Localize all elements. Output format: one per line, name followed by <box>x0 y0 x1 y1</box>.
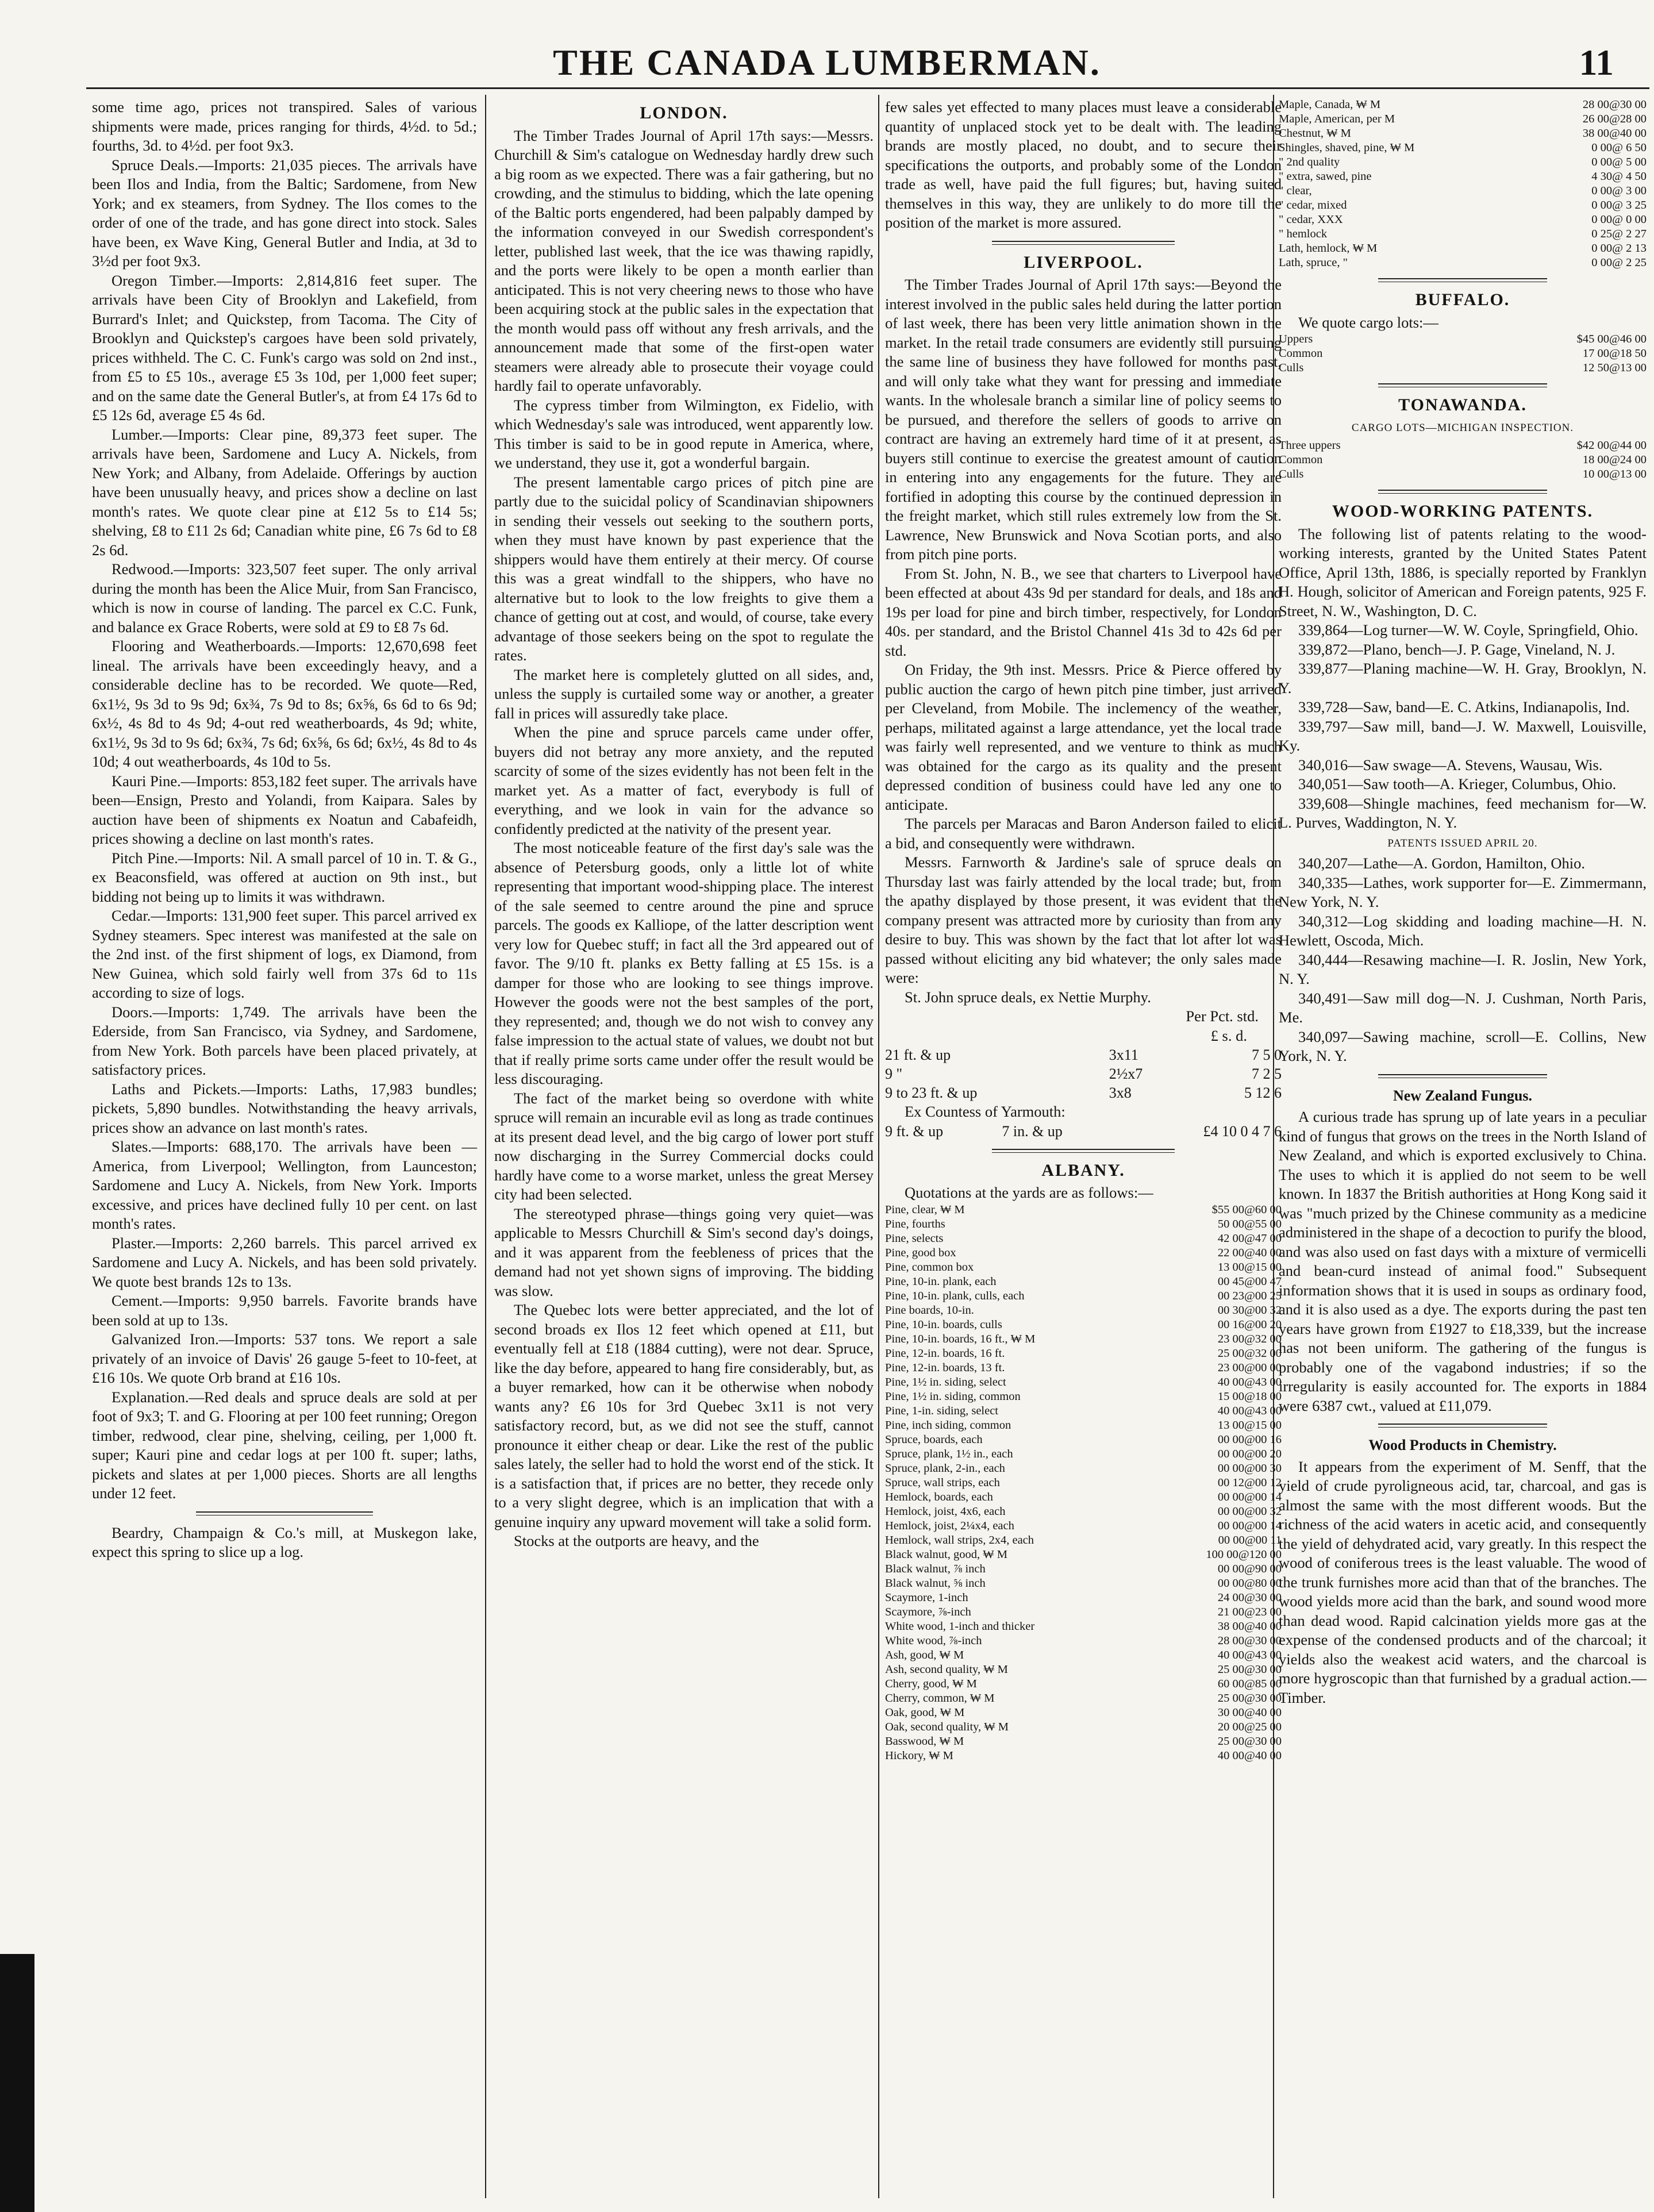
price-item: Basswood, ₩ M <box>885 1734 964 1748</box>
paragraph: Explanation.—Red deals and spruce deals are sold at per foot of 9x3; T. and G. Flooring at per 100 feet running; Oregon timber, redwood, clear pine, shelving, ceiling, per 1,000 ft. super; Kauri pine and cedar logs at per 100 ft. super; laths, pickets and slates at per 1,000 pieces. Shorts are all lengths under 12 feet. <box>92 1388 477 1502</box>
price-item: Pine, 1-in. siding, select <box>885 1404 999 1417</box>
price-value: 00 00@80 00 <box>1217 1576 1282 1590</box>
price-row <box>1279 361 1647 375</box>
price-row <box>885 1677 1282 1691</box>
paragraph: Slates.—Imports: 688,170. The arrivals have been — America, from Liverpool; Wellington, from Launceston; Sardomene and Lucy A. Nickels, from New York. Imports excessive, and prices have declined fully 10 per cent. on last month's rates. <box>92 1138 477 1232</box>
price-item: Black walnut, good, ₩ M <box>885 1548 1007 1561</box>
patent-entry: 340,051—Saw tooth—A. Krieger, Columbus, Ohio. <box>1298 775 1617 793</box>
price-value: 0 00@ 5 00 <box>1591 156 1647 168</box>
price-item: Black walnut, ⅝ inch <box>885 1576 986 1590</box>
price-row <box>885 1519 1282 1533</box>
price-item: Scaymore, 1-inch <box>885 1591 968 1604</box>
price-row <box>1279 155 1647 170</box>
price-value: 40 00@43 00 <box>1217 1375 1282 1388</box>
patents-issued-subheading: PATENTS ISSUED APRIL 20. <box>1387 837 1538 849</box>
price-item: " extra, sawed, pine <box>1279 170 1372 183</box>
price-value: 25 00@30 00 <box>1217 1691 1282 1705</box>
patent-entry: 340,312—Log skidding and loading machine—H. N. Hewlett, Oscoda, Mich. <box>1279 912 1647 949</box>
price-item: Common <box>1279 347 1323 360</box>
paragraph: Lumber.—Imports: Clear pine, 89,373 feet super. The arrivals have been, Sardomene and Lucy A. Nickels, from New York; and Albany, from Adelaide. Offerings by auction have been unusually heavy, and prices show a decline on last month's rates. We quote clear pine at £12 5s to £14 5s; shelving, £8 to £11 2s 6d; Canadian white pine, £6 7s 6d to £8 2s 6d. <box>92 425 477 559</box>
price-row <box>885 1203 1282 1217</box>
paragraph: some time ago, prices not transpired. Sales of various shipments were made, prices ranging for thirds, 4½d. to 5d.; fourths, 3d. to 4½d. per foot 9x3. <box>92 98 477 154</box>
price-row <box>885 1490 1282 1505</box>
price-row <box>1279 170 1647 184</box>
paragraph: The stereotyped phrase—things going very quiet—was applicable to Messrs Churchill & Sim's second day's doings, and it was apparent from the feebleness of prices that the demand had not yet shown signs of improving. The bidding was slow. <box>494 1205 874 1299</box>
price-row <box>885 1246 1282 1260</box>
price-row <box>885 1663 1282 1677</box>
table-row <box>885 1122 1282 1141</box>
price-value: 25 00@32 00 <box>1217 1347 1282 1360</box>
price-item: Pine, clear, ₩ M <box>885 1203 965 1216</box>
price-row <box>1279 198 1647 213</box>
column-rule-2 <box>878 95 879 2198</box>
column-3 <box>885 98 1282 1763</box>
section-divider <box>196 1511 373 1515</box>
paragraph: Cedar.—Imports: 131,900 feet super. This parcel arrived ex Sydney steamers. Spec interest was manifested at the sale on the 2nd inst. of the first shipment of logs, ex Diamond, from New Guinea, which sold fairly well from 37s 6d to 11s according to size of logs. <box>92 907 477 1001</box>
paragraph: Spruce Deals.—Imports: 21,035 pieces. The arrivals have been Ilos and India, from the Baltic; Sardomene, from New York; and ex steamers, from Sydney. The Ilos comes to the order of one of the trade, and has gone direct into stock. Sales have been, ex Wave King, General Butler and India, at 3d to 3½d per foot 9x3. <box>92 156 477 270</box>
price-value: 00 00@00 20 <box>1217 1447 1282 1460</box>
column-rule-1 <box>485 95 486 2198</box>
price-row <box>885 1634 1282 1648</box>
price-value: $55 00@60 00 <box>1211 1203 1282 1216</box>
patents-heading: WOOD-WORKING PATENTS. <box>1332 502 1594 521</box>
tonawanda-subheading: CARGO LOTS—MICHIGAN INSPECTION. <box>1351 421 1574 434</box>
price-value: 100 00@120 00 <box>1206 1548 1282 1561</box>
patent-entry: 339,872—Plano, bench—J. P. Gage, Vineland, N. J. <box>1298 640 1615 658</box>
price-row <box>885 1390 1282 1404</box>
patent-entry: 339,797—Saw mill, band—J. W. Maxwell, Louisville, Ky. <box>1279 717 1647 754</box>
price-row <box>1279 184 1647 198</box>
price-row <box>885 1433 1282 1447</box>
price-item: Pine, inch siding, common <box>885 1418 1011 1432</box>
buffalo-heading: BUFFALO. <box>1415 290 1510 309</box>
price-item: Pine, 12-in. boards, 13 ft. <box>885 1361 1005 1374</box>
price-value: 23 00@32 00 <box>1217 1332 1282 1345</box>
price-item: Maple, Canada, ₩ M <box>1279 98 1381 111</box>
section-divider <box>1378 383 1547 387</box>
price-item: Ash, good, ₩ M <box>885 1648 964 1661</box>
patent-list <box>1279 621 1647 833</box>
price-row <box>1279 241 1647 256</box>
price-item: " clear, <box>1279 184 1312 197</box>
paragraph: Kauri Pine.—Imports: 853,182 feet super. The arrivals have been—Ensign, Presto and Yolandi, from Kaipara. Sales by auction have been of shipments ex Noatun and Cabafeidh, prices showing a decline on last month's rates. <box>92 772 477 847</box>
price-row <box>1279 126 1647 141</box>
price-item: White wood, 1-inch and thicker <box>885 1619 1035 1633</box>
price-row <box>1279 112 1647 126</box>
price-value: 50 00@55 00 <box>1217 1217 1282 1230</box>
paragraph: On Friday, the 9th inst. Messrs. Price & Pierce offered by public auction the cargo of hewn pitch pine timber, just arrived per Cleveland, from Mobile. The inclemency of the weather, perhaps, militated against a large attendance, yet the local trade was fairly well represented, and we venture to think as much was obtained for the cargo as its quality and the present depressed condition of business could have led any one to anticipate. <box>885 661 1282 813</box>
header-rule <box>86 87 1649 89</box>
price-value: 25 00@30 00 <box>1217 1663 1282 1676</box>
column-2 <box>494 98 874 1551</box>
price-row <box>1279 227 1647 241</box>
paragraph: few sales yet effected to many places must leave a considerable quantity of unplaced stock yet to be dealt with. The leading brands are mostly placed, no doubt, and to secure their specifications the outports, and probably some of the London trade as well, have paid the full figures; but, having suited themselves in this way, they are unlikely to do more till the position of the market is more assured. <box>885 98 1282 231</box>
patent-entry: 339,877—Planing machine—W. H. Gray, Brooklyn, N. Y. <box>1279 660 1647 697</box>
fungus-heading: New Zealand Fungus. <box>1393 1087 1532 1104</box>
table-cell: 7 2 5 <box>1252 1065 1282 1082</box>
price-item: Pine, 10-in. boards, culls <box>885 1318 1002 1331</box>
patent-entry: 340,444—Resawing machine—I. R. Joslin, New York, N. Y. <box>1279 951 1647 987</box>
price-value: 00 00@00 14 <box>1217 1490 1282 1503</box>
price-value: 00 30@00 32 <box>1217 1303 1282 1317</box>
section-divider <box>1378 490 1547 494</box>
page-header <box>0 0 1654 83</box>
price-row <box>885 1361 1282 1375</box>
price-row <box>885 1347 1282 1361</box>
table-row <box>885 1064 1282 1083</box>
patent-entry: 340,097—Sawing machine, scroll—E. Collins, New York, N. Y. <box>1279 1028 1647 1064</box>
paragraph: The Timber Trades Journal of April 17th says:—Messrs. Churchill & Sim's catalogue on Wednesday hardly drew such a big room as we expected. There was a fair gathering, but no crowding, and the stimulus to bidding, which the late opening of the Baltic ports engendered, had been palpably damped by the information conveyed in our Swedish correspondent's letter, published last week, that the ice was thawing rapidly, and the ports were likely to be open a month earlier than anticipated. This is not very cheering news to those who have been acquiring stock at the public sales in the expectation that the month would pass off without any fresh arrivals, and the announcement made that some of the first-open water steamers were already able to prosecute their voyage could hardly fail to operate unfavorably. <box>494 126 874 394</box>
price-row <box>885 1332 1282 1347</box>
price-item: Pine, common box <box>885 1260 974 1274</box>
price-value: 60 00@85 00 <box>1217 1677 1282 1690</box>
price-value: 00 23@00 25 <box>1217 1289 1282 1302</box>
price-value: 20 00@25 00 <box>1217 1720 1282 1733</box>
patent-entry: 339,864—Log turner—W. W. Coyle, Springfield, Ohio. <box>1298 621 1638 638</box>
paragraph: Plaster.—Imports: 2,260 barrels. This parcel arrived ex Sardomene and Lucy A. Nickels, and has been sold privately. We quote best brands 12s to 13s. <box>92 1234 477 1290</box>
price-item: Spruce, plank, 1½ in., each <box>885 1447 1013 1460</box>
price-item: Scaymore, ⅞-inch <box>885 1605 971 1618</box>
paragraph: Redwood.—Imports: 323,507 feet super. The only arrival during the month has been the Alice Muir, from San Francisco, which is now in course of landing. The parcel ex C.C. Funk, and balance ex Grace Roberts, were sold at £9 to £8 7s 6d. <box>92 560 477 636</box>
tonawanda-heading: TONAWANDA. <box>1398 395 1527 414</box>
price-value: 00 12@00 12 <box>1217 1476 1282 1489</box>
table-cell: 7 5 0 <box>1252 1047 1282 1063</box>
price-value: 30 00@40 00 <box>1217 1706 1282 1719</box>
paragraph: Pitch Pine.—Imports: Nil. A small parcel of 10 in. T. & G., ex Beaconsfield, was offered at auction on 9th inst., but bidding not being up to limits it was withdrawn. <box>92 849 477 905</box>
sale-table <box>885 1045 1282 1102</box>
price-row <box>885 1591 1282 1605</box>
liverpool-heading: LIVERPOOL. <box>1024 252 1143 272</box>
paragraph: Laths and Pickets.—Imports: Laths, 17,983 bundles; pickets, 5,890 bundles. Notwithstanding the heavy arrivals, prices show an advance on last month's rates. <box>92 1080 477 1136</box>
paragraph: The present lamentable cargo prices of pitch pine are partly due to the suicidal policy of Scandinavian shipowners in sending their vessels out seeking to the southern ports, when they must have known by past experience that the shippers would have them entirely at their mercy. Of course this was a great windfall to the shippers, who have no alternative but to look to the low freights to give them a chance of getting out at cost, and would, of course, take every advantage of those seekers being on the spot to regulate the rates. <box>494 473 874 664</box>
price-row <box>1279 256 1647 270</box>
price-value: 21 00@23 00 <box>1217 1605 1282 1618</box>
price-row <box>885 1461 1282 1476</box>
scan-edge-shadow <box>0 1954 34 2212</box>
price-value: 00 16@00 20 <box>1217 1318 1282 1331</box>
price-item: White wood, ⅞-inch <box>885 1634 982 1647</box>
column-4 <box>1279 98 1647 1707</box>
price-row <box>1279 141 1647 155</box>
patents-intro: The following list of patents relating to the wood-working interests, granted by the United States Patent Office, April 13th, 1886, is specially reported by Franklyn H. Hough, solicitor of American and Foreign patents, 925 F. Street, N. W., Washington, D. C. <box>1279 525 1647 620</box>
price-row <box>885 1691 1282 1706</box>
paragraph: The parcels per Maracas and Baron Anderson failed to elicit a bid, and consequently were withdrawn. <box>885 815 1282 852</box>
price-item: Shingles, shaved, pine, ₩ M <box>1279 141 1415 154</box>
buffalo-price-table <box>1279 332 1647 375</box>
price-value: 42 00@47 00 <box>1217 1232 1282 1245</box>
paragraph: When the pine and spruce parcels came under offer, buyers did not betray any more anxiety, and the reputed scarcity of some of the sizes evidently has not been felt in the market yet. As a matter of fact, everybody is full of everything, and we look in vain for the advance so confidently predicted at the nativity of the present year. <box>494 724 874 837</box>
price-item: " cedar, XXX <box>1279 213 1343 226</box>
price-row <box>885 1318 1282 1332</box>
price-value: 0 00@ 2 13 <box>1591 242 1647 255</box>
paragraph: Galvanized Iron.—Imports: 537 tons. We report a sale privately of an invoice of Davis' 26 gauge 5-feet to 10-feet, at £16 10s. We quote Orb brand at £16 10s. <box>92 1330 477 1386</box>
price-item: Lath, spruce, " <box>1279 256 1348 269</box>
table-cell: 9 " <box>885 1065 903 1082</box>
table-cell: 5 12 6 <box>1244 1084 1282 1101</box>
price-value: 28 00@30 00 <box>1582 98 1647 111</box>
price-item: Ash, second quality, ₩ M <box>885 1663 1008 1676</box>
price-value: 13 00@15 00 <box>1217 1418 1282 1432</box>
price-value: 40 00@43 00 <box>1217 1404 1282 1417</box>
price-value: 0 00@ 3 00 <box>1591 184 1647 197</box>
price-row <box>885 1576 1282 1591</box>
price-row <box>885 1303 1282 1318</box>
sale-header: Per Pct. std. <box>1186 1007 1259 1025</box>
price-item: Culls <box>1279 361 1304 374</box>
price-value: 00 00@00 16 <box>1217 1433 1282 1446</box>
price-item: Spruce, plank, 2-in., each <box>885 1461 1005 1475</box>
price-row <box>885 1232 1282 1246</box>
price-item: Hemlock, boards, each <box>885 1490 993 1503</box>
paragraph: Beardry, Champaign & Co.'s mill, at Muskegon lake, expect this spring to slice up a log. <box>92 1524 477 1560</box>
paragraph: Stocks at the outports are heavy, and the <box>514 1532 759 1549</box>
price-item: Cherry, common, ₩ M <box>885 1691 995 1705</box>
price-row <box>885 1375 1282 1390</box>
section-divider <box>992 1149 1174 1153</box>
price-value: 12 50@13 00 <box>1582 361 1647 374</box>
table-cell: 3x8 <box>1109 1084 1132 1101</box>
table-cell: 3x11 <box>1109 1047 1138 1063</box>
paragraph: Oregon Timber.—Imports: 2,814,816 feet super. The arrivals have been City of Brooklyn and Lakefield, from Burrard's Inlet; and Quickstep, from Tacoma. The City of Brooklyn and Quickstep's cargoes have been sold privately, prices withheld. The C. C. Funk's cargo was sold on 2nd inst., from £5 to £5 10s., average £5 3s 10d, per 1,000 feet super; and on the same date the General Butler's, at from £4 17s 6d to £5 12s 6d, average £5 4s 6d. <box>92 271 477 424</box>
price-row <box>885 1447 1282 1461</box>
price-item: Spruce, wall strips, each <box>885 1476 1000 1489</box>
price-value: 00 00@00 11 <box>1218 1533 1282 1547</box>
price-value: 00 00@00 30 <box>1217 1461 1282 1475</box>
paragraph: Cement.—Imports: 9,950 barrels. Favorite brands have been sold at up to 13s. <box>92 1292 477 1329</box>
price-value: 00 00@00 32 <box>1217 1505 1282 1518</box>
price-row <box>885 1289 1282 1303</box>
london-heading: LONDON. <box>640 103 728 122</box>
price-row <box>1279 332 1647 347</box>
price-item: Pine, selects <box>885 1232 944 1245</box>
chemistry-heading: Wood Products in Chemistry. <box>1368 1437 1557 1453</box>
price-row <box>885 1648 1282 1663</box>
paragraph: The market here is completely glutted on all sides, and, unless the supply is curtailed some way or another, a greater fall in prices will assuredly take place. <box>494 665 874 722</box>
price-item: Lath, hemlock, ₩ M <box>1279 242 1378 255</box>
section-divider <box>992 241 1174 245</box>
price-value: 0 00@ 2 25 <box>1591 256 1647 269</box>
price-value: $45 00@46 00 <box>1576 333 1647 345</box>
price-item: Black walnut, ⅞ inch <box>885 1562 986 1575</box>
albany-price-table <box>885 1203 1282 1763</box>
paragraph: From St. John, N. B., we see that charters to Liverpool have been effected at about 43s 9d per standard for deals, and 18s and 19s per load for pine and birch timber, respectively, for London 40s. per standard, and the Bristol Channel 41s 3d to 42s 6d per std. <box>885 564 1282 659</box>
sale-units: £ s. d. <box>1210 1026 1247 1044</box>
price-item: Pine, 10-in. boards, 16 ft., ₩ M <box>885 1332 1036 1345</box>
price-value: 24 00@30 00 <box>1217 1591 1282 1604</box>
price-row <box>1279 438 1647 453</box>
price-value: 40 00@40 00 <box>1217 1749 1282 1762</box>
paragraph: The fact of the market being so overdone with white spruce will remain an incurable evil as long as trade continues at its present dead level, and the big cargo of lower port stuff now discharging in the Surrey Commercial docks could hardly have come to a worse market, unless the great Mersey city had been selected. <box>494 1089 874 1203</box>
price-value: $42 00@44 00 <box>1576 439 1647 452</box>
albany-heading: ALBANY. <box>1041 1160 1125 1180</box>
albany-price-table-continued <box>1279 98 1647 270</box>
price-value: 0 00@ 6 50 <box>1591 141 1647 154</box>
price-value: 00 00@00 14 <box>1217 1519 1282 1532</box>
price-row <box>885 1418 1282 1433</box>
page-number: 11 <box>1579 42 1614 83</box>
section-divider <box>1378 278 1547 282</box>
price-item: Three uppers <box>1279 439 1341 452</box>
section-divider <box>1378 1424 1547 1428</box>
price-row <box>885 1260 1282 1275</box>
price-item: Hemlock, joist, 4x6, each <box>885 1505 1006 1518</box>
price-row <box>885 1734 1282 1749</box>
paragraph: Messrs. Farnworth & Jardine's sale of spruce deals on Thursday last was fairly attended by the local trade; but, from the apathy displayed by those present, it was evident that the company present was attracted more by curiosity than from any desire to buy. This was shown by the fact that lot after lot was passed without eliciting any bid whatever; the only sales made were: <box>885 853 1282 986</box>
patent-list-2 <box>1279 854 1647 1066</box>
paragraph: Doors.—Imports: 1,749. The arrivals have been the Ederside, from San Francisco, via Sydney, and Sardomene, from New York. Both parcels have been placed privately, at satisfactory prices. <box>92 1003 477 1078</box>
price-value: 38 00@40 00 <box>1582 127 1647 140</box>
price-item: Pine, 1½ in. siding, common <box>885 1390 1021 1403</box>
price-item: Oak, good, ₩ M <box>885 1706 965 1719</box>
price-item: Culls <box>1279 468 1304 480</box>
price-row <box>885 1217 1282 1232</box>
price-item: Pine, 10-in. plank, each <box>885 1275 997 1288</box>
price-item: Cherry, good, ₩ M <box>885 1677 977 1690</box>
price-row <box>885 1720 1282 1734</box>
price-row <box>1279 347 1647 361</box>
price-item: Hemlock, wall strips, 2x4, each <box>885 1533 1034 1547</box>
price-value: 00 00@90 00 <box>1217 1562 1282 1575</box>
price-value: 4 30@ 4 50 <box>1591 170 1647 183</box>
price-value: 26 00@28 00 <box>1582 113 1647 125</box>
price-value: 28 00@30 00 <box>1217 1634 1282 1647</box>
table-row <box>885 1045 1282 1064</box>
price-item: Pine, 12-in. boards, 16 ft. <box>885 1347 1005 1360</box>
table-row <box>885 1083 1282 1102</box>
price-item: " hemlock <box>1279 228 1328 240</box>
buffalo-intro: We quote cargo lots:— <box>1298 313 1438 331</box>
patent-entry: 340,207—Lathe—A. Gordon, Hamilton, Ohio. <box>1298 855 1586 872</box>
price-value: 25 00@30 00 <box>1217 1734 1282 1748</box>
paragraph: It appears from the experiment of M. Senff, that the yield of crude pyroligneous acid, tar, charcoal, and gas is almost the same with the most different woods. But the richness of the acid waters in acetic acid, and consequently the yield of dehydrated acid, vary greatly. In this respect the wood of coniferous trees is the least valuable. The wood of the trunk furnishes more acid than that of the branches. The wood yields more acid than the bark, and sound wood more than dead wood. Rapid calcination yields more gas at the expense of the condensed products and of the charcoal; it yields also the weakest acid waters, and the charcoal is more hygroscopic than that furnished by a gradual action.—Timber. <box>1279 1457 1647 1706</box>
price-item: Spruce, boards, each <box>885 1433 983 1446</box>
price-row <box>885 1505 1282 1519</box>
price-item: Hemlock, joist, 2¼x4, each <box>885 1519 1014 1532</box>
table-cell: 7 in. & up <box>1002 1122 1063 1140</box>
paragraph: The Timber Trades Journal of April 17th says:—Beyond the interest involved in the public sales held during the latter portion of last week, there has been very little animation shown in the market. In the retail trade consumers are evidently still pursuing the same line of business they have followed for months past, and will only take what they want for pressing and immediate wants. In the wholesale branch a similar line of policy seems to be pursued, and therefore the sellers of goods to arrive on contract are having an extremely hard time of it at present, as buyers still continue to exercise the greatest amount of caution in entering into any engagements for the future. They are fortified in adopting this course by the continued depression in the freight market, which still rules extremely low from the St. Lawrence, New Brunswick and Nova Scotian ports, and also from pitch pine ports. <box>885 276 1282 563</box>
price-row <box>1279 98 1647 112</box>
price-value: 22 00@40 00 <box>1217 1246 1282 1259</box>
sale-title: St. John spruce deals, ex Nettie Murphy. <box>905 988 1151 1006</box>
tonawanda-price-table <box>1279 438 1647 482</box>
price-value: 15 00@18 00 <box>1217 1390 1282 1403</box>
price-value: 13 00@15 00 <box>1217 1260 1282 1274</box>
patent-entry: 340,491—Saw mill dog—N. J. Cushman, North Paris, Me. <box>1279 989 1647 1026</box>
paragraph: Flooring and Weatherboards.—Imports: 12,670,698 feet lineal. The arrivals have been exceedingly heavy, and a considerable decline has to be recorded. We quote—Red, 6x1½, 9s 3d to 9s 9d; 6x¾, 7s 9d to 8s; 6x⅝, 6s 6d to 6s 9d; 6x½, 4s 8d to 4s 9d; 4-out red weatherboards, 4s 9d; white, 6x1½, 9s 3d to 9s 6d; 6x¾, 7s 6d; 6x⅝, 6s 6d; 6x½, 4s 8d to 4s 10d; 4 out weatherboards, 4s 10d to 5s. <box>92 637 477 770</box>
table-cell: 9 to 23 ft. & up <box>885 1084 978 1101</box>
price-item: Pine boards, 10-in. <box>885 1303 974 1317</box>
patent-entry: 339,608—Shingle machines, feed mechanism for—W. L. Purves, Waddington, N. Y. <box>1279 794 1647 831</box>
price-row <box>885 1533 1282 1548</box>
patent-entry: 340,335—Lathes, work supporter for—E. Zimmermann, New York, N. Y. <box>1279 874 1647 910</box>
price-item: Pine, good box <box>885 1246 956 1259</box>
price-item: Pine, 1½ in. siding, select <box>885 1375 1006 1388</box>
paragraph: The most noticeable feature of the first day's sale was the absence of Petersburg goods, only a little lot of white representing that important wood-shipping place. The interest of the sale seemed to centre around the pine and spruce parcels. The goods ex Kalliope, of the latter description went very low for Quebec stuff; in fact all the 3rd appeared out of favor. The 9/10 ft. planks ex Betty falling at £5 15s. is a damper for those who are looking to see things improve. However the goods were not the best samples of the port, they represented; and, though we do not wish to convey any false impression to the actual state of values, we doubt not but that if really prime sorts came under offer the result would be less discouraging. <box>494 839 874 1087</box>
price-item: Hickory, ₩ M <box>885 1749 953 1762</box>
sale2-title: Ex Countess of Yarmouth: <box>905 1103 1066 1120</box>
newspaper-title: THE CANADA LUMBERMAN. <box>553 42 1101 83</box>
price-value: 10 00@13 00 <box>1582 468 1647 480</box>
price-value: 38 00@40 00 <box>1217 1619 1282 1633</box>
paragraph: A curious trade has sprung up of late years in a peculiar kind of fungus that grows on the trees in the North Island of New Zealand, and which is exported exclusively to China. The uses to which it is applied do not seem to be well known. In 1837 the British authorities at Hong Kong said it was "much prized by the Chinese community as a medicine administered in the shape of a decoction to purify the blood, and was also used on fast days with a mixture of vermicelli and bean-curd instead of animal food." Subsequent information shows that it is used in soups as ordinary food, and it is also used as a dye. The exports during the past ten years have grown from £1927 to £18,339, but the increase has not been uniform. The gathering of the fungus is probably one of the vagabond industries; if so the irregularity is easily accounted for. The exports in 1884 were 6387 cwt., valued at £11,079. <box>1279 1108 1647 1414</box>
price-item: Uppers <box>1279 333 1313 345</box>
table-cell: 9 ft. & up <box>885 1122 944 1140</box>
price-value: 23 00@00 00 <box>1217 1361 1282 1374</box>
price-item: Pine, 10-in. plank, culls, each <box>885 1289 1025 1302</box>
price-item: Common <box>1279 453 1323 466</box>
price-row <box>885 1749 1282 1763</box>
price-value: 00 45@00 47 <box>1217 1275 1282 1288</box>
paragraph: The Quebec lots were better appreciated, and the lot of second broads ex Ilos 12 feet which opened at £11, but eventually fell at £18 (1884 cutting), were not dear. Spruce, like the day before, appeared to hang fire considerably, but, as a buyer remarked, how can it be otherwise when nobody wants any? £6 10s for 3rd Quebec 3x11 is not very satisfactory record, but, as we did not see the stuff, cannot pronounce it either cheap or dear. Like the rest of the public sales lately, the seller had to hold the worst end of the stick. It is a satisfaction that, if prices are no better, they recede only to a very slight degree, which is an implication that with a genuine inquiry any upward movement will take a solid form. <box>494 1301 874 1530</box>
price-row <box>1279 213 1647 227</box>
price-item: " cedar, mixed <box>1279 199 1347 211</box>
section-divider <box>1378 1074 1547 1078</box>
price-item: Chestnut, ₩ M <box>1279 127 1351 140</box>
price-value: 0 00@ 3 25 <box>1591 199 1647 211</box>
price-row <box>1279 467 1647 482</box>
price-item: " 2nd quality <box>1279 156 1340 168</box>
price-item: Oak, second quality, ₩ M <box>885 1720 1009 1733</box>
sale2-table <box>885 1122 1282 1141</box>
price-value: 0 00@ 0 00 <box>1591 213 1647 226</box>
price-row <box>885 1605 1282 1619</box>
price-row <box>885 1275 1282 1289</box>
price-row <box>885 1476 1282 1490</box>
price-row <box>885 1404 1282 1418</box>
table-cell: 2½x7 <box>1109 1065 1143 1082</box>
price-row <box>885 1562 1282 1576</box>
price-value: 17 00@18 50 <box>1582 347 1647 360</box>
table-cell: 21 ft. & up <box>885 1047 951 1063</box>
price-row <box>885 1548 1282 1562</box>
price-item: Maple, American, per M <box>1279 113 1395 125</box>
paragraph: The cypress timber from Wilmington, ex Fidelio, with which Wednesday's sale was introduced, went apparently low. This timber is said to be in good repute in America, where, we understand, they use it, got a wonderful bargain. <box>494 396 874 471</box>
patent-entry: 339,728—Saw, band—E. C. Atkins, Indianapolis, Ind. <box>1298 698 1630 715</box>
price-row <box>885 1619 1282 1634</box>
price-item: Pine, fourths <box>885 1217 945 1230</box>
price-row <box>1279 453 1647 467</box>
patent-entry: 340,016—Saw swage—A. Stevens, Wausau, Wis. <box>1298 756 1603 774</box>
table-cell: £4 10 0 4 7 6 <box>1203 1122 1282 1140</box>
price-value: 18 00@24 00 <box>1582 453 1647 466</box>
price-row <box>885 1706 1282 1720</box>
price-value: 40 00@43 00 <box>1217 1648 1282 1661</box>
price-value: 0 25@ 2 27 <box>1591 228 1647 240</box>
albany-intro: Quotations at the yards are as follows:— <box>905 1184 1153 1201</box>
column-1 <box>92 98 477 1562</box>
